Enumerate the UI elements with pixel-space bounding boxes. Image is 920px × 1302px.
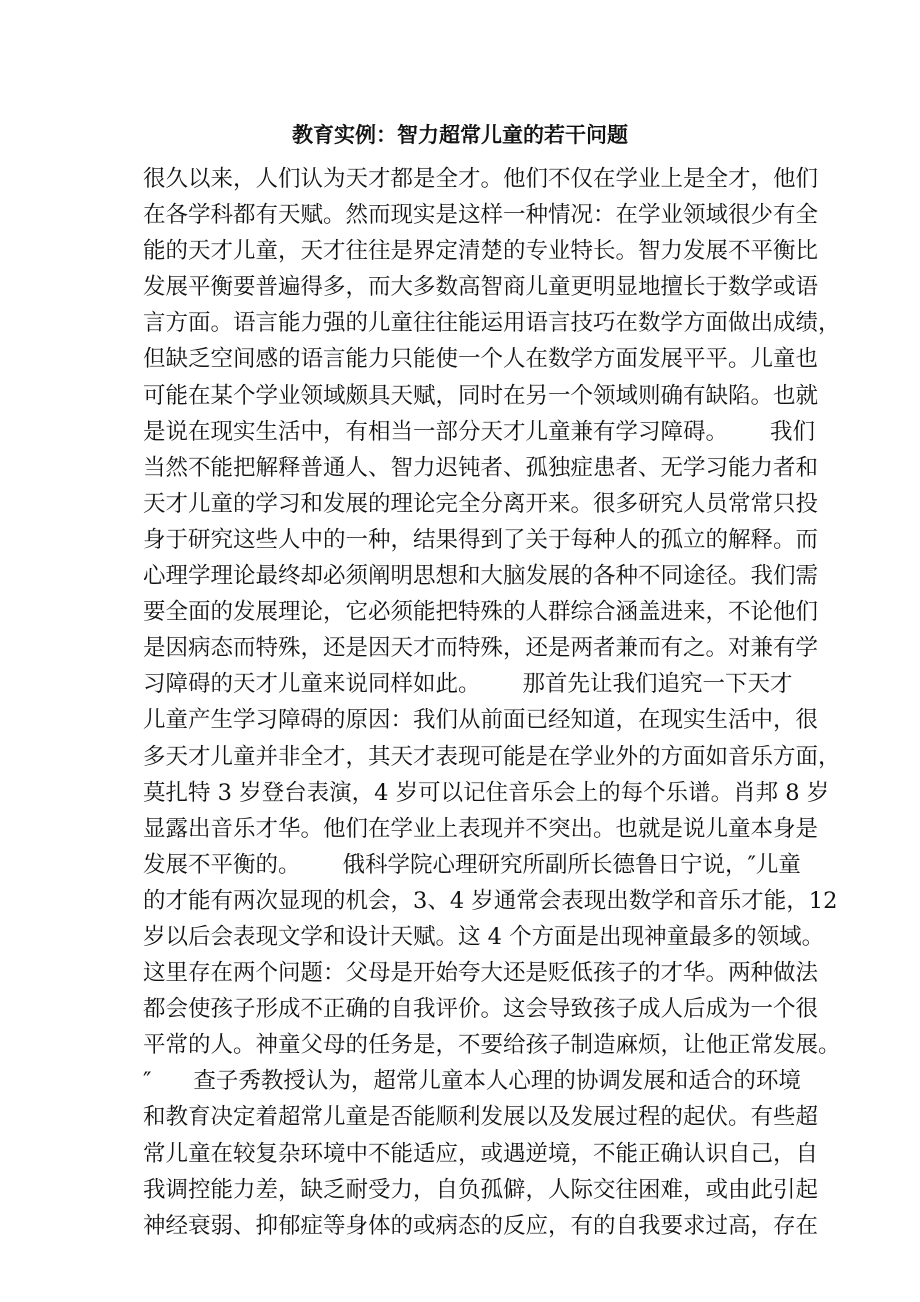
paragraph-start: 俄科学院心理研究所副所长德鲁日宁说，″儿童	[342, 851, 801, 878]
body-line: 可能在某个学业领域颇具天赋，同时在另一个领域则确有缺陷。也就	[143, 382, 819, 409]
body-line-with-paragraph-start	[143, 1063, 801, 1099]
body-line: 心理学理论最终却必须阐明思想和大脑发展的各种不同途径。我们需	[143, 563, 819, 590]
body-line: 天才儿童的学习和发展的理论完全分离开来。很多研究人员常常只投	[143, 490, 819, 517]
body-line: 都会使孩子形成不正确的自我评价。这会导致孩子成人后成为一个很	[143, 996, 819, 1023]
body-line: 岁以后会表现文学和设计天赋。这 4 个方面是出现神童最多的领域。	[143, 923, 825, 950]
body-line: 要全面的发展理论，它必须能把特殊的人群综合涵盖进来，不论他们	[143, 599, 819, 626]
body-line: 显露出音乐才华。他们在学业上表现并不突出。也就是说儿童本身是	[143, 815, 819, 842]
body-line: 这里存在两个问题：父母是开始夸大还是贬低孩子的才华。两种做法	[143, 960, 819, 987]
paragraph-start: 查子秀教授认为，超常儿童本人心理的协调发展和适合的环境	[193, 1068, 801, 1095]
body-line: 神经衰弱、抑郁症等身体的或病态的反应，有的自我要求过高，存在	[143, 1212, 819, 1239]
body-line: 和教育决定着超常儿童是否能顺利发展以及发展过程的起伏。有些超	[143, 1104, 819, 1131]
body-line: 常儿童在较复杂环境中不能适应，或遇逆境，不能正确认识自己，自	[143, 1140, 819, 1167]
body-line-with-paragraph-start	[143, 414, 816, 450]
body-line: 儿童产生学习障碍的原因：我们从前面已经知道，在现实生活中，很	[143, 707, 819, 734]
body-segment: 习障碍的天才儿童来说同样如此。	[143, 671, 481, 698]
body-line: 的才能有两次显现的机会，3、4 岁通常会表现出数学和音乐才能，12	[143, 887, 838, 914]
body-line: 身于研究这些人中的一种，结果得到了关于每种人的孤立的解释。而	[143, 526, 819, 553]
body-line: 在各学科都有天赋。然而现实是这样一种情况：在学业领域很少有全	[143, 202, 819, 229]
paragraph-start: 我们	[770, 418, 816, 445]
body-segment: 是说在现实生活中，有相当一部分天才儿童兼有学习障碍。	[143, 418, 729, 445]
body-line: 能的天才儿童，天才往往是界定清楚的专业特长。智力发展不平衡比	[143, 238, 819, 265]
body-line: 莫扎特 3 岁登台表演，4 岁可以记住音乐会上的每个乐谱。肖邦 8 岁	[143, 779, 830, 806]
body-line-with-paragraph-start	[143, 666, 793, 702]
body-line: 但缺乏空间感的语言能力只能使一个人在数学方面发展平平。儿童也	[143, 346, 819, 373]
body-line: 当然不能把解释普通人、智力迟钝者、孤独症患者、无学习能力者和	[143, 454, 819, 481]
body-line: 是因病态而特殊，还是因天才而特殊，还是两者兼而有之。对兼有学	[143, 635, 819, 662]
body-line: 平常的人。神童父母的任务是，不要给孩子制造麻烦，让他正常发展。	[143, 1032, 841, 1059]
body-segment: 发展不平衡的。	[143, 851, 301, 878]
body-line: 我调控能力差，缺乏耐受力，自负孤僻，人际交往困难，或由此引起	[143, 1176, 819, 1203]
body-line: 发展平衡要普遍得多，而大多数高智商儿童更明显地擅长于数学或语	[143, 274, 819, 301]
document-title: 教育实例：智力超常儿童的若干问题	[292, 123, 628, 147]
body-segment: ″	[143, 1068, 152, 1095]
body-line-with-paragraph-start	[143, 847, 801, 883]
body-line: 很久以来，人们认为天才都是全才。他们不仅在学业上是全才，他们	[143, 166, 819, 192]
body-line: 言方面。语言能力强的儿童往往能运用语言技巧在数学方面做出成绩，	[143, 310, 841, 337]
body-line: 多天才儿童并非全才，其天才表现可能是在学业外的方面如音乐方面，	[143, 743, 841, 770]
paragraph-start: 那首先让我们追究一下天才	[522, 671, 793, 698]
document-body	[143, 161, 841, 1244]
